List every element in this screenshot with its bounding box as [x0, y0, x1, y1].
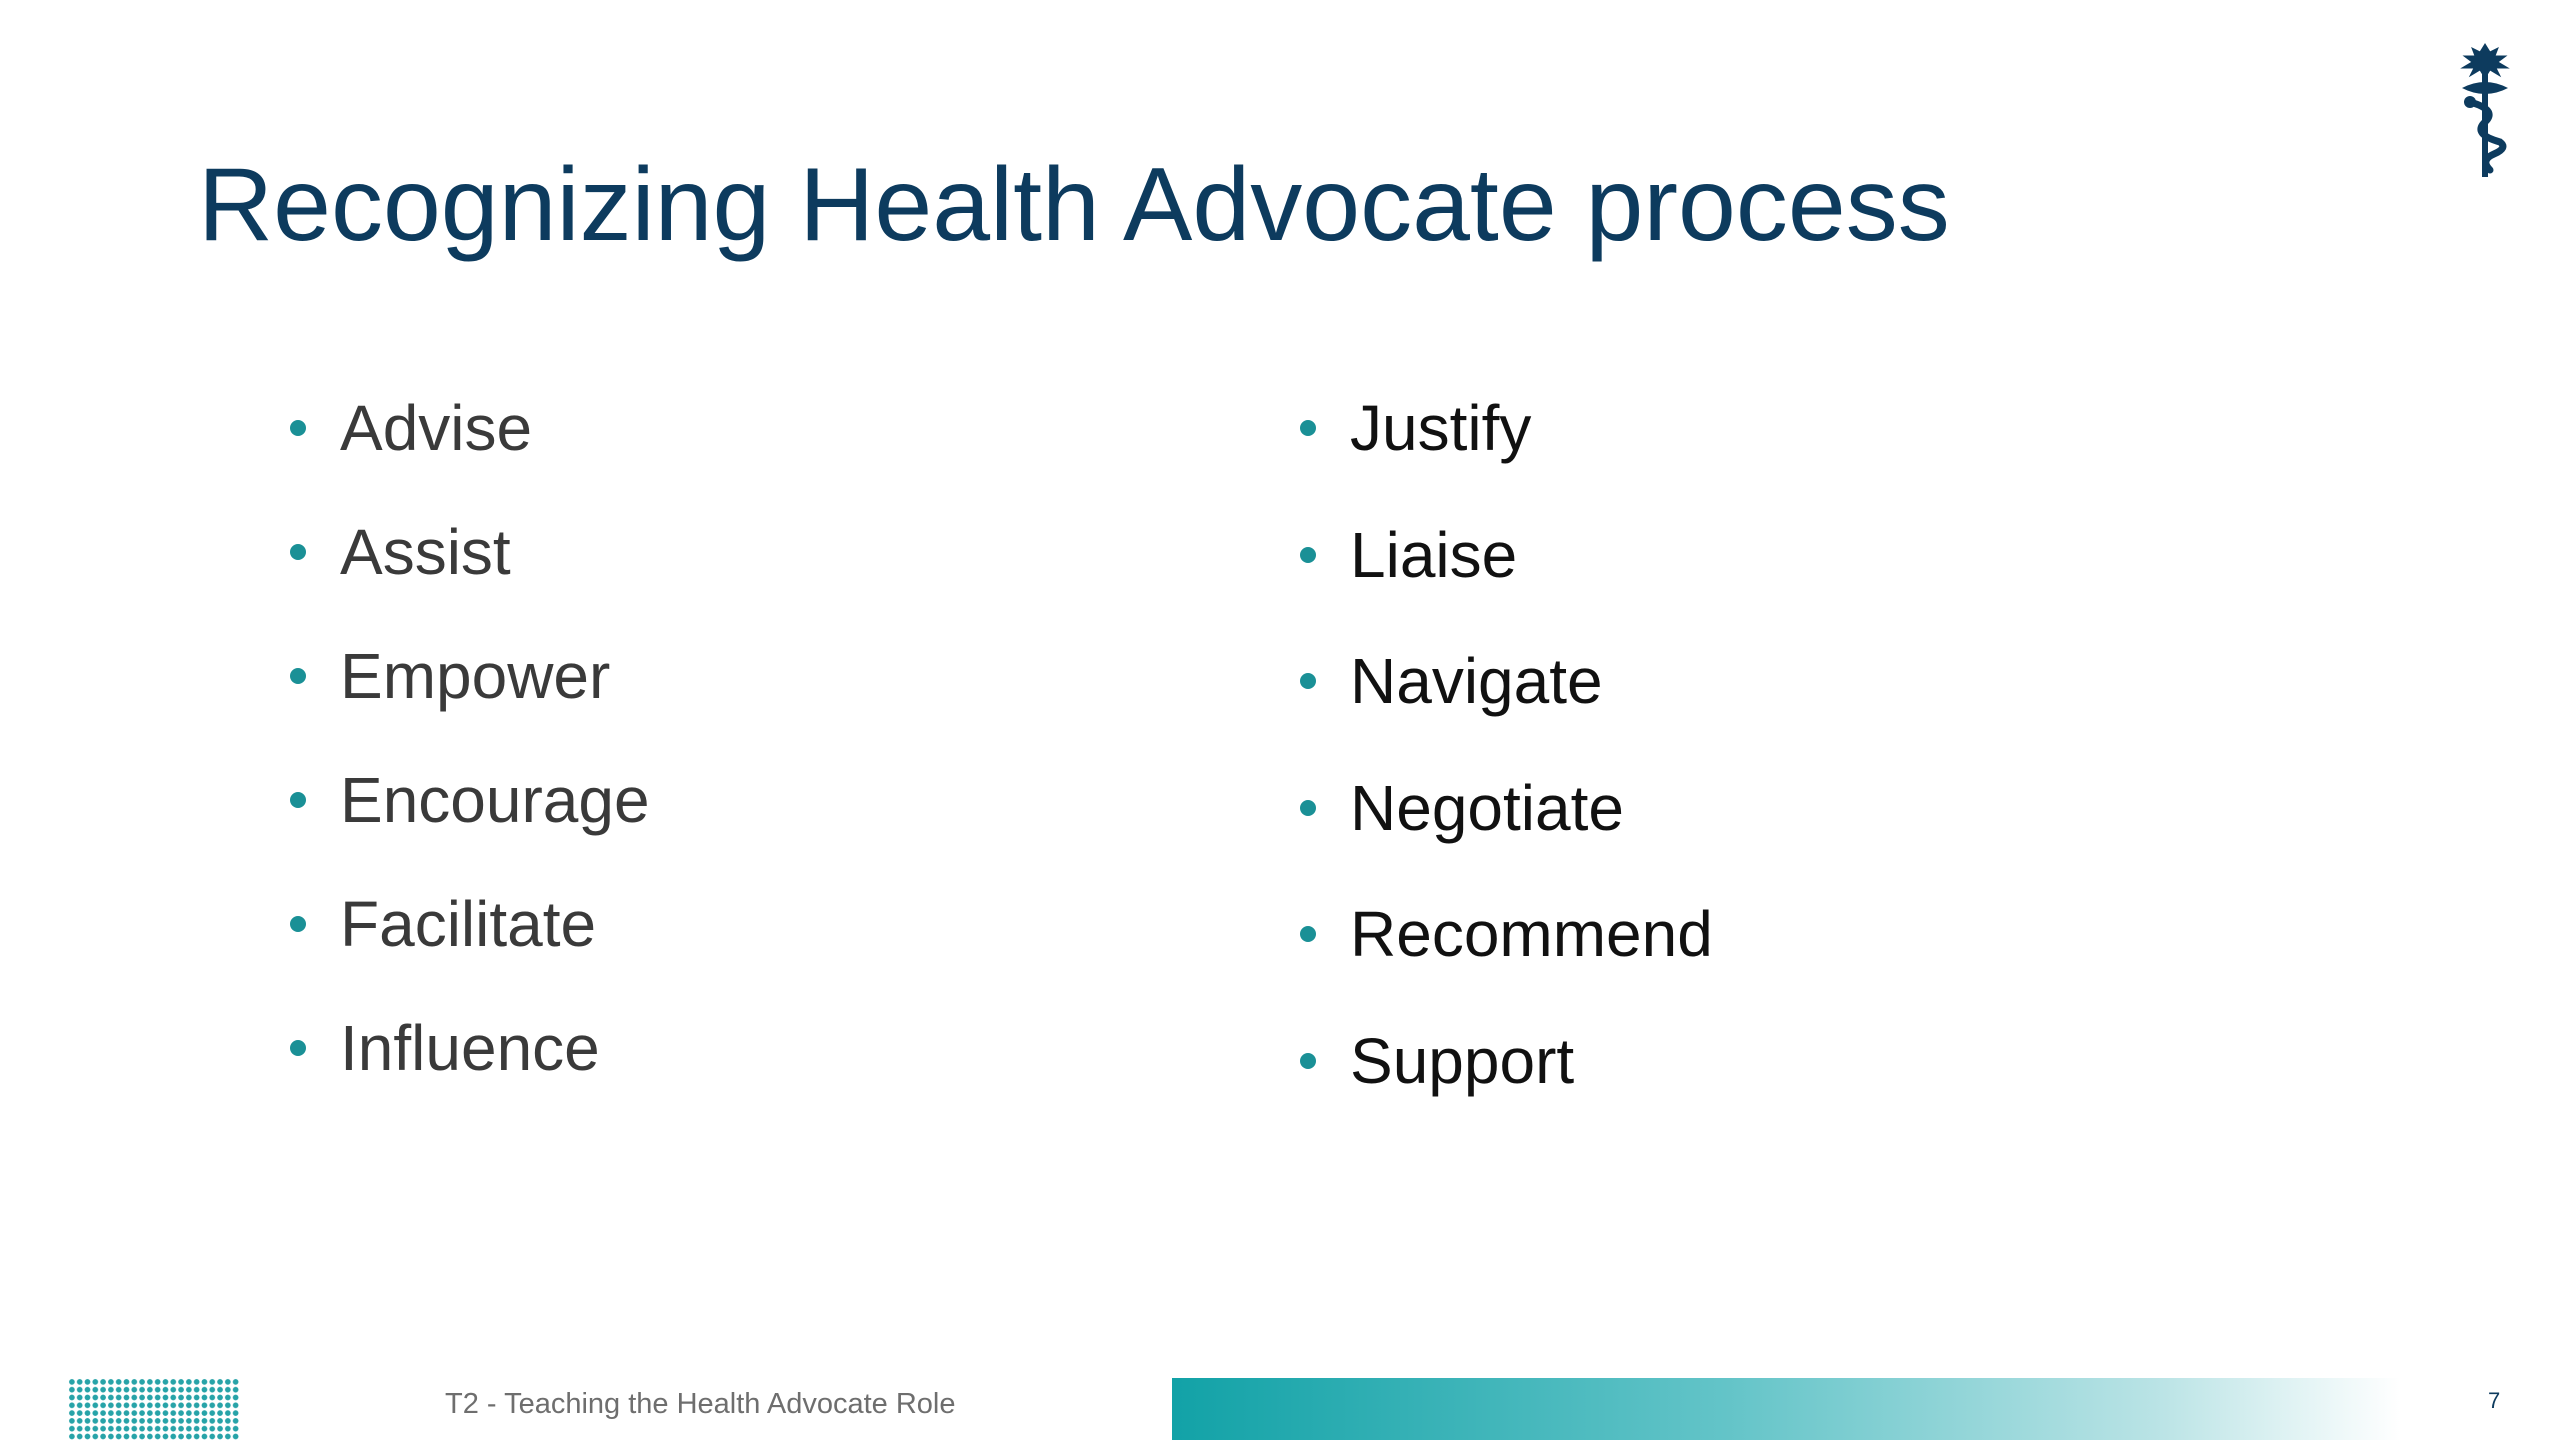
list-item	[290, 636, 650, 760]
list-item	[1300, 768, 1713, 895]
list-item-label: Justify	[1350, 392, 1532, 464]
bullet-icon	[1300, 926, 1316, 942]
footer-text: T2 - Teaching the Health Advocate Role	[445, 1388, 956, 1420]
list-item-label: Encourage	[340, 764, 650, 836]
list-item-label: Recommend	[1350, 898, 1713, 970]
list-item-label: Negotiate	[1350, 771, 1624, 844]
list-item-label: Facilitate	[340, 888, 597, 960]
bullet-list-left	[290, 388, 650, 1132]
bullet-icon	[1300, 1053, 1316, 1069]
bullet-icon	[290, 668, 306, 684]
list-item-label: Assist	[340, 516, 511, 588]
page-number: 7	[2488, 1388, 2501, 1413]
footer-gradient-bar	[1172, 1378, 2400, 1440]
bullet-icon	[290, 916, 306, 932]
bullet-icon	[1300, 547, 1316, 563]
list-item	[1300, 894, 1713, 1021]
bullet-list-right	[1300, 388, 1713, 1147]
list-item	[1300, 1021, 1713, 1148]
bullet-icon	[290, 420, 306, 436]
list-item	[290, 388, 650, 512]
list-item	[1300, 515, 1713, 642]
list-item-label: Empower	[340, 640, 611, 712]
list-item	[290, 512, 650, 636]
bullet-icon	[290, 1040, 306, 1056]
list-item-label: Advise	[340, 392, 533, 464]
bullet-icon	[1300, 673, 1316, 689]
caduceus-logo-icon	[2450, 42, 2520, 182]
list-item	[1300, 641, 1713, 768]
bullet-icon	[290, 792, 306, 808]
list-item	[1300, 388, 1713, 515]
bullet-icon	[1300, 420, 1316, 436]
dot-grid-icon	[68, 1378, 240, 1440]
bullet-icon	[1300, 800, 1316, 816]
list-item-label: Influence	[340, 1012, 600, 1084]
list-item	[290, 1008, 650, 1132]
list-item-label: Liaise	[1350, 518, 1518, 591]
list-item-label: Support	[1350, 1024, 1575, 1097]
slide-title: Recognizing Health Advocate process	[198, 147, 1950, 263]
list-item-label: Navigate	[1350, 645, 1603, 717]
bullet-icon	[290, 544, 306, 560]
list-item	[290, 760, 650, 884]
list-item	[290, 884, 650, 1008]
